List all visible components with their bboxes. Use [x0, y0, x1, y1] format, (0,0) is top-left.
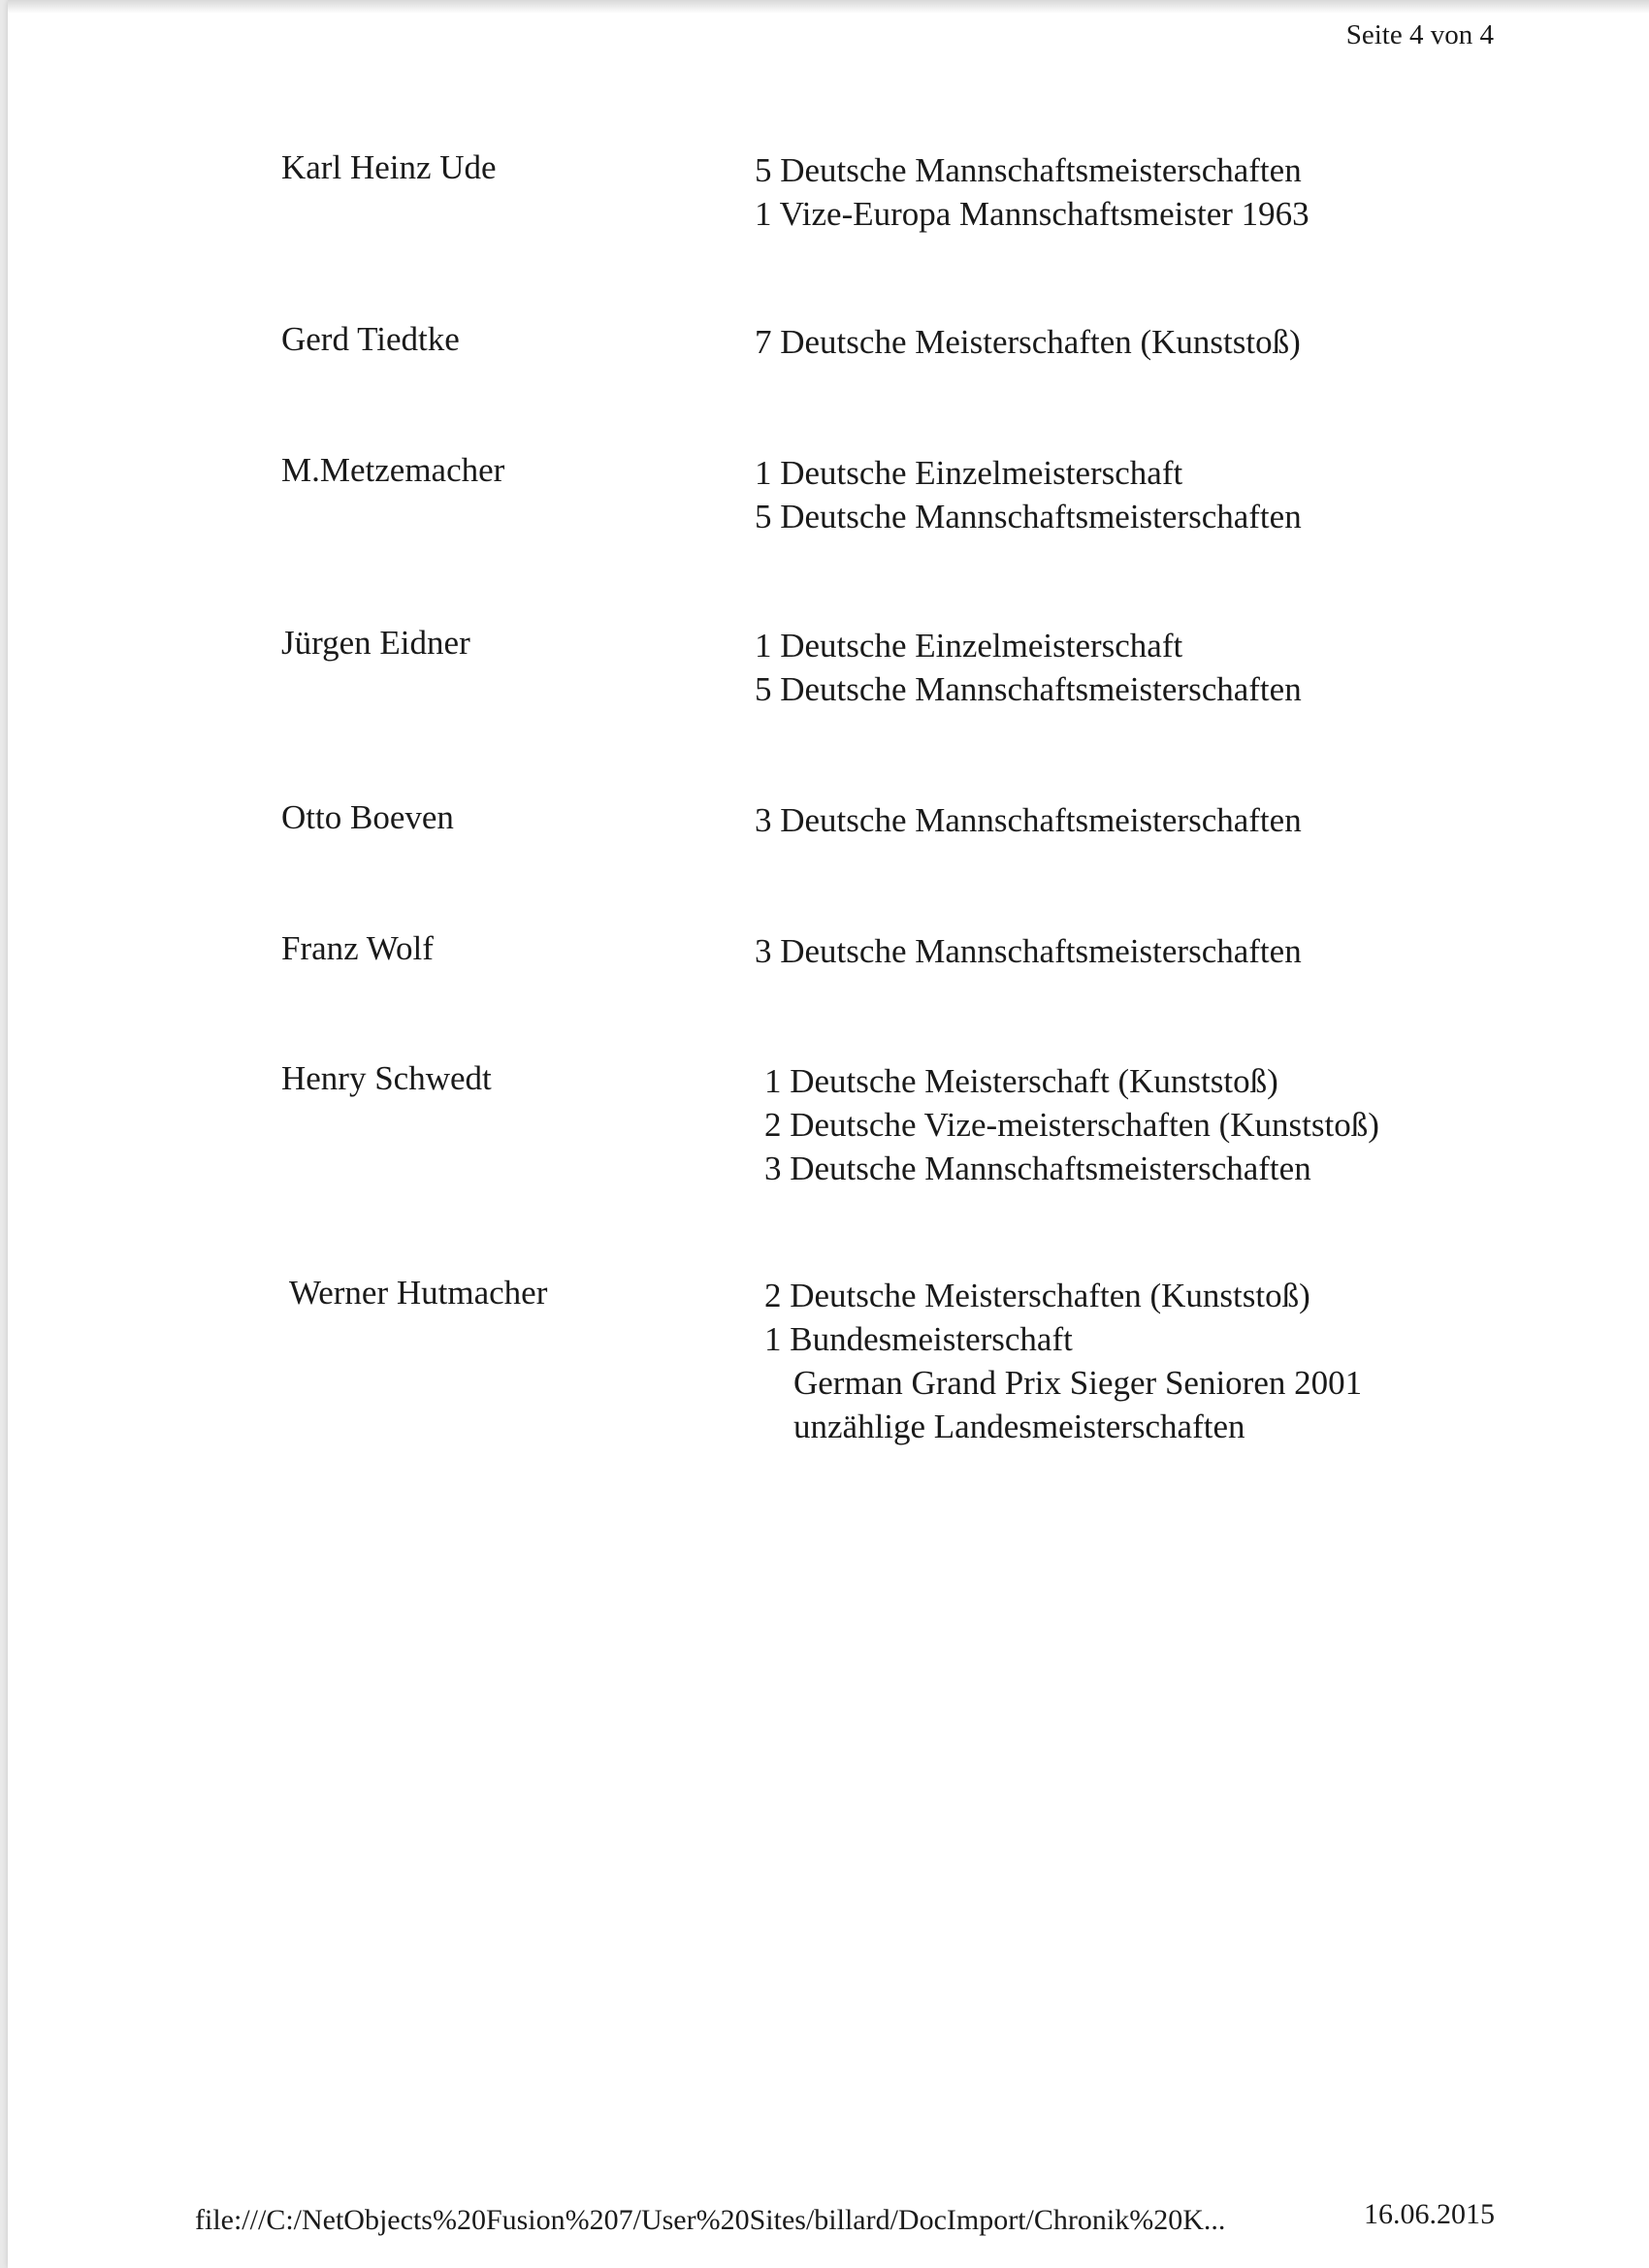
entry-title: 3 Deutsche Mannschaftsmeisterschaften [755, 801, 1302, 839]
document-page [8, 0, 1649, 2268]
entry-titles [755, 624, 1302, 711]
entry-title: 2 Deutsche Meisterschaften (Kunststoß) [764, 1277, 1310, 1314]
entry-name: M.Metzemacher [281, 451, 505, 489]
entry-titles [755, 929, 1302, 973]
entry-title: German Grand Prix Sieger Senioren 2001 [793, 1364, 1363, 1402]
entry-titles [764, 1274, 1362, 1448]
footer-date: 16.06.2015 [1364, 2198, 1495, 2230]
entry-titles [755, 148, 1310, 236]
footer-file-url: file:///C:/NetObjects%20Fusion%207/User%20Sites/billard/DocImport/Chronik%20K... [195, 2204, 1226, 2236]
entry-name: Karl Heinz Ude [281, 148, 497, 186]
entry-titles [755, 320, 1301, 364]
entry-title: 2 Deutsche Vize-meisterschaften (Kunststoß) [764, 1106, 1379, 1144]
entry-titles [764, 1059, 1379, 1190]
entry-title: 1 Deutsche Einzelmeisterschaft [755, 454, 1183, 492]
entry-title: 1 Deutsche Einzelmeisterschaft [755, 627, 1183, 664]
entry-title: 5 Deutsche Mannschaftsmeisterschaften [755, 670, 1302, 708]
entry-title: 7 Deutsche Meisterschaften (Kunststoß) [755, 323, 1301, 361]
entry-titles [755, 798, 1302, 842]
entry-name: Gerd Tiedtke [281, 320, 460, 358]
entry-title: 1 Bundesmeisterschaft [764, 1320, 1073, 1358]
scan-edge [8, 0, 1649, 14]
entry-name: Henry Schwedt [281, 1059, 492, 1097]
entry-name: Werner Hutmacher [289, 1274, 548, 1312]
entry-titles [755, 451, 1302, 538]
page-number: Seite 4 von 4 [1345, 19, 1494, 50]
entry-name: Jürgen Eidner [281, 624, 470, 662]
entry-title: 1 Deutsche Meisterschaft (Kunststoß) [764, 1062, 1278, 1100]
entry-title: 5 Deutsche Mannschaftsmeisterschaften [755, 151, 1302, 189]
entry-title: unzählige Landesmeisterschaften [793, 1408, 1245, 1445]
entry-name: Otto Boeven [281, 798, 454, 836]
entry-title: 5 Deutsche Mannschaftsmeisterschaften [755, 498, 1302, 535]
entry-name: Franz Wolf [281, 929, 434, 967]
entry-title: 3 Deutsche Mannschaftsmeisterschaften [755, 932, 1302, 970]
entry-title: 1 Vize-Europa Mannschaftsmeister 1963 [755, 195, 1310, 233]
entry-title: 3 Deutsche Mannschaftsmeisterschaften [764, 1150, 1311, 1187]
